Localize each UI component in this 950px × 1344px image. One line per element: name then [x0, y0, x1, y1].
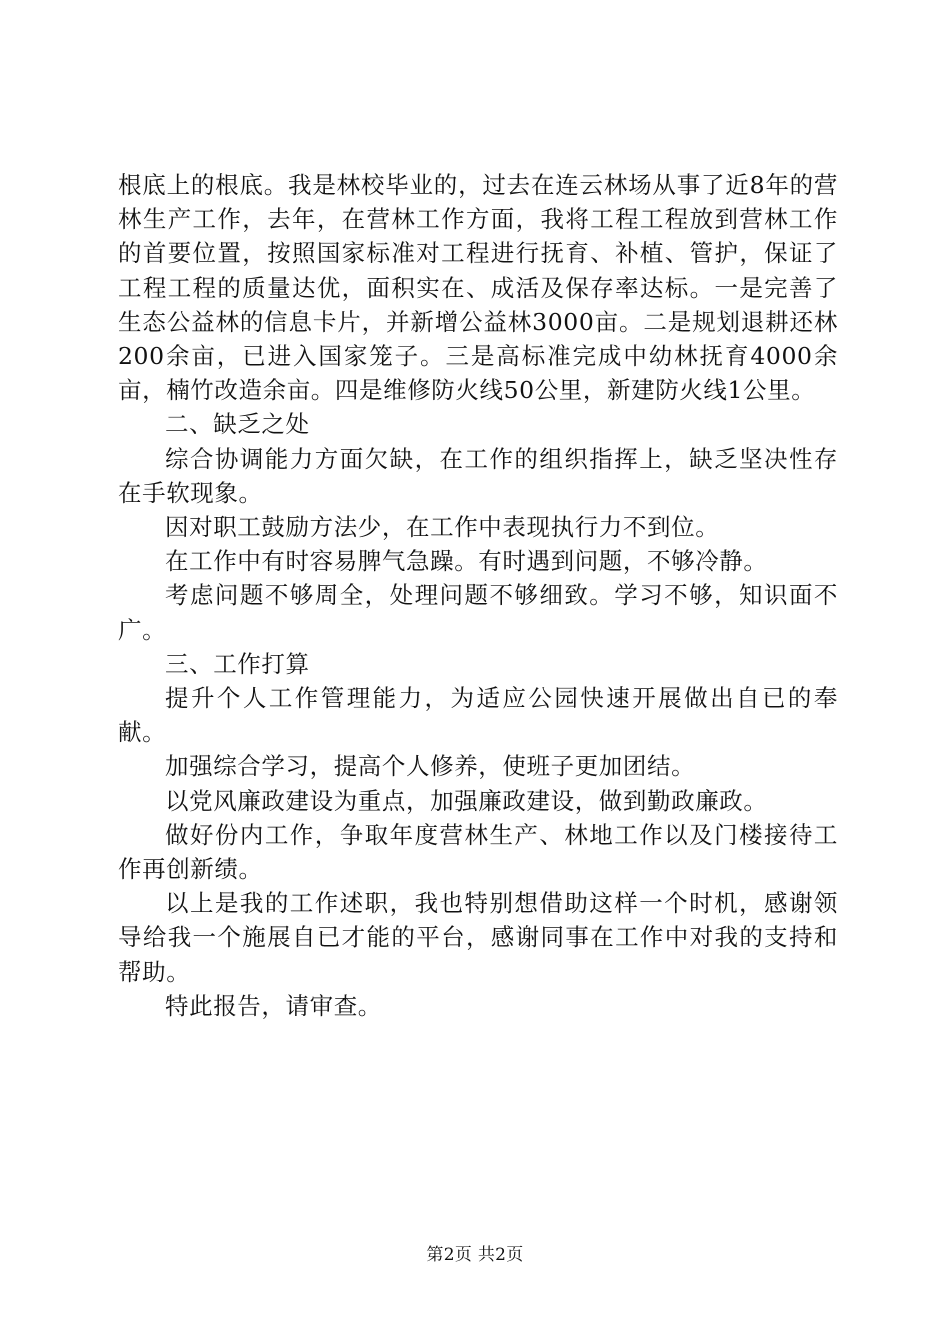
paragraph-continuation: 根底上的根底。我是林校毕业的，过去在连云林场从事了近8年的营林生产工作，去年，在营林工作方面，我将工程工程放到营林工作的首要位置，按照国家标准对工程进行抚育、补植、管护，保证了工程工程的质量达优，面积实在、成活及保存率达标。一是完善了生态公益林的信息卡片，并新增公益林3000亩。二是规划退耕还林200余亩，已进入国家笼子。三是高标准完成中幼林抚育4000余亩，楠竹改造余亩。四是维修防火线50公里，新建防火线1公里。 [118, 171, 838, 405]
paragraph: 综合协调能力方面欠缺，在工作的组织指挥上，缺乏坚决性存在手软现象。 [118, 444, 838, 507]
page-footer: 第2页 共2页 [426, 1245, 524, 1265]
paragraph: 提升个人工作管理能力，为适应公园快速开展做出自已的奉献。 [118, 684, 838, 747]
paragraph: 在工作中有时容易脾气急躁。有时遇到问题，不够冷静。 [165, 547, 768, 576]
document-body [118, 168, 838, 1023]
section-heading-work-plan: 三、工作打算 [165, 649, 310, 678]
paragraph: 加强综合学习，提高个人修养，使班子更加团结。 [165, 752, 696, 781]
paragraph: 考虑问题不够周全，处理问题不够细致。学习不够，知识面不广。 [118, 581, 838, 644]
paragraph: 以党风廉政建设为重点，加强廉政建设，做到勤政廉政。 [165, 786, 768, 815]
paragraph: 因对职工鼓励方法少，在工作中表现执行力不到位。 [165, 513, 720, 542]
section-heading-shortcomings: 二、缺乏之处 [165, 410, 310, 439]
paragraph: 做好份内工作，争取年度营林生产、林地工作以及门楼接待工作再创新绩。 [118, 820, 838, 884]
closing-line: 特此报告，请审查。 [165, 991, 382, 1020]
paragraph: 以上是我的工作述职，我也特别想借助这样一个时机，感谢领导给我一个施展自已才能的平台，感谢同事在工作中对我的支持和帮助。 [118, 889, 838, 986]
